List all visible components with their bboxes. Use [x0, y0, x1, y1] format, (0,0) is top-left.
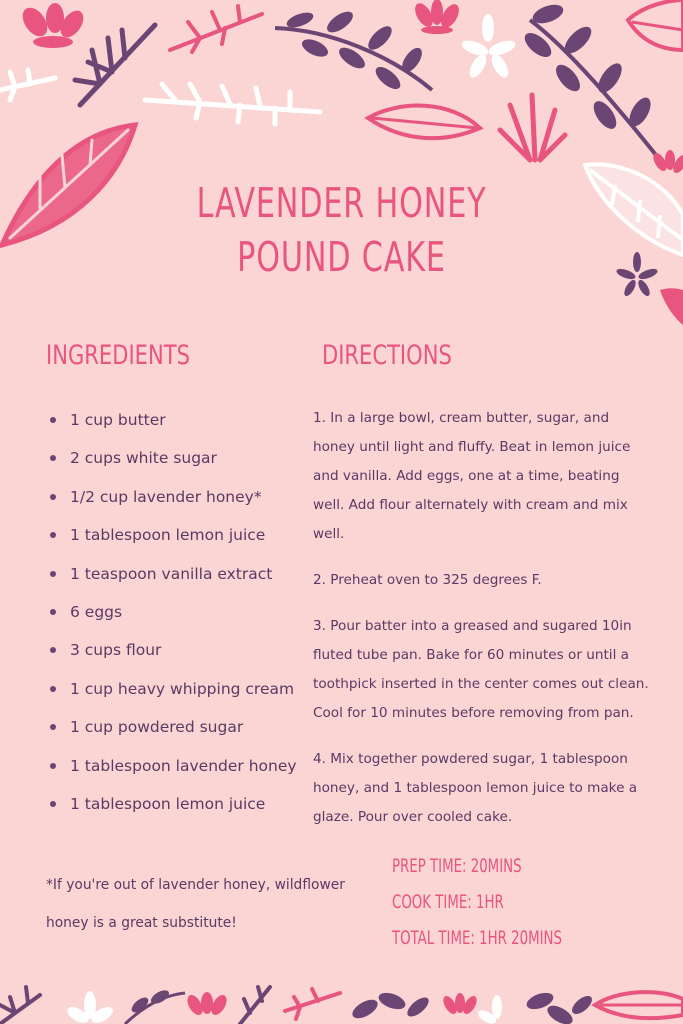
ingredient-item — [44, 634, 314, 672]
recipe-title-line2: POUND CAKE — [237, 233, 446, 281]
bullet-icon — [50, 532, 56, 538]
direction-step: 3. Pour batter into a greased and sugared 10in fluted tube pan. Bake for 60 minutes or until a toothpick inserted in the center comes out clean. Cool for 10 minutes before removing from pan. — [313, 618, 649, 721]
ingredient-text: 1 tablespoon lemon juice — [70, 794, 266, 813]
ingredient-text: 1 tablespoon lemon juice — [70, 526, 266, 545]
bullet-icon — [50, 494, 56, 500]
substitution-note: *If you're out of lavender honey, wildflower honey is a great substitute! — [46, 877, 345, 931]
direction-step: 4. Mix together powdered sugar, 1 tablespoon honey, and 1 tablespoon lemon juice to make a glaze. Pour over cooled cake. — [313, 751, 638, 825]
ingredient-text: 1 cup butter — [70, 411, 166, 429]
ingredient-item — [44, 481, 314, 519]
ingredient-text: 1 teaspoon vanilla extract — [70, 564, 273, 583]
ingredient-text: 1 cup powdered sugar — [70, 718, 244, 737]
ingredient-item — [44, 519, 314, 557]
bullet-icon — [50, 686, 56, 692]
ingredient-item — [44, 673, 314, 711]
ingredients-heading: INGREDIENTS — [46, 340, 190, 371]
ingredient-text: 6 eggs — [70, 602, 123, 621]
ingredient-text: 2 cups white sugar — [70, 449, 217, 468]
bullet-icon — [50, 455, 56, 461]
ingredient-item — [44, 442, 314, 480]
bullet-icon — [50, 801, 56, 807]
recipe-title-line1: LAVENDER HONEY — [196, 179, 487, 227]
bullet-icon — [50, 763, 56, 769]
directions-heading: DIRECTIONS — [322, 340, 452, 371]
direction-step: 1. In a large bowl, cream butter, sugar, and honey until light and fluffy. Beat in lemon juice and vanilla. Add eggs, one at a time, beating well. Add flour alternately with cream and mix well. — [313, 410, 631, 542]
recipe-title — [61, 176, 621, 284]
ingredients-list — [44, 404, 314, 826]
ingredient-text: 1 tablespoon lavender honey — [70, 756, 297, 775]
ingredient-item — [44, 750, 314, 788]
bullet-icon — [50, 417, 56, 423]
bullet-icon — [50, 724, 56, 730]
time-summary — [392, 848, 562, 956]
directions-body — [313, 404, 653, 849]
ingredient-text: 1/2 cup lavender honey* — [70, 487, 262, 506]
ingredient-item — [44, 558, 314, 596]
prep-time: PREP TIME: 20MINS — [392, 855, 522, 877]
direction-step: 2. Preheat oven to 325 degrees F. — [313, 572, 542, 588]
ingredient-text: 1 cup heavy whipping cream — [70, 679, 295, 698]
ingredient-item — [44, 596, 314, 634]
total-time: TOTAL TIME: 1HR 20MINS — [392, 927, 562, 949]
bullet-icon — [50, 609, 56, 615]
bullet-icon — [50, 647, 56, 653]
ingredient-item — [44, 788, 314, 826]
leaf-decoration-bottom — [0, 975, 683, 1024]
bullet-icon — [50, 571, 56, 577]
ingredient-item — [44, 711, 314, 749]
ingredient-text: 3 cups flour — [70, 641, 162, 660]
ingredient-item — [44, 404, 314, 442]
cook-time: COOK TIME: 1HR — [392, 891, 504, 913]
